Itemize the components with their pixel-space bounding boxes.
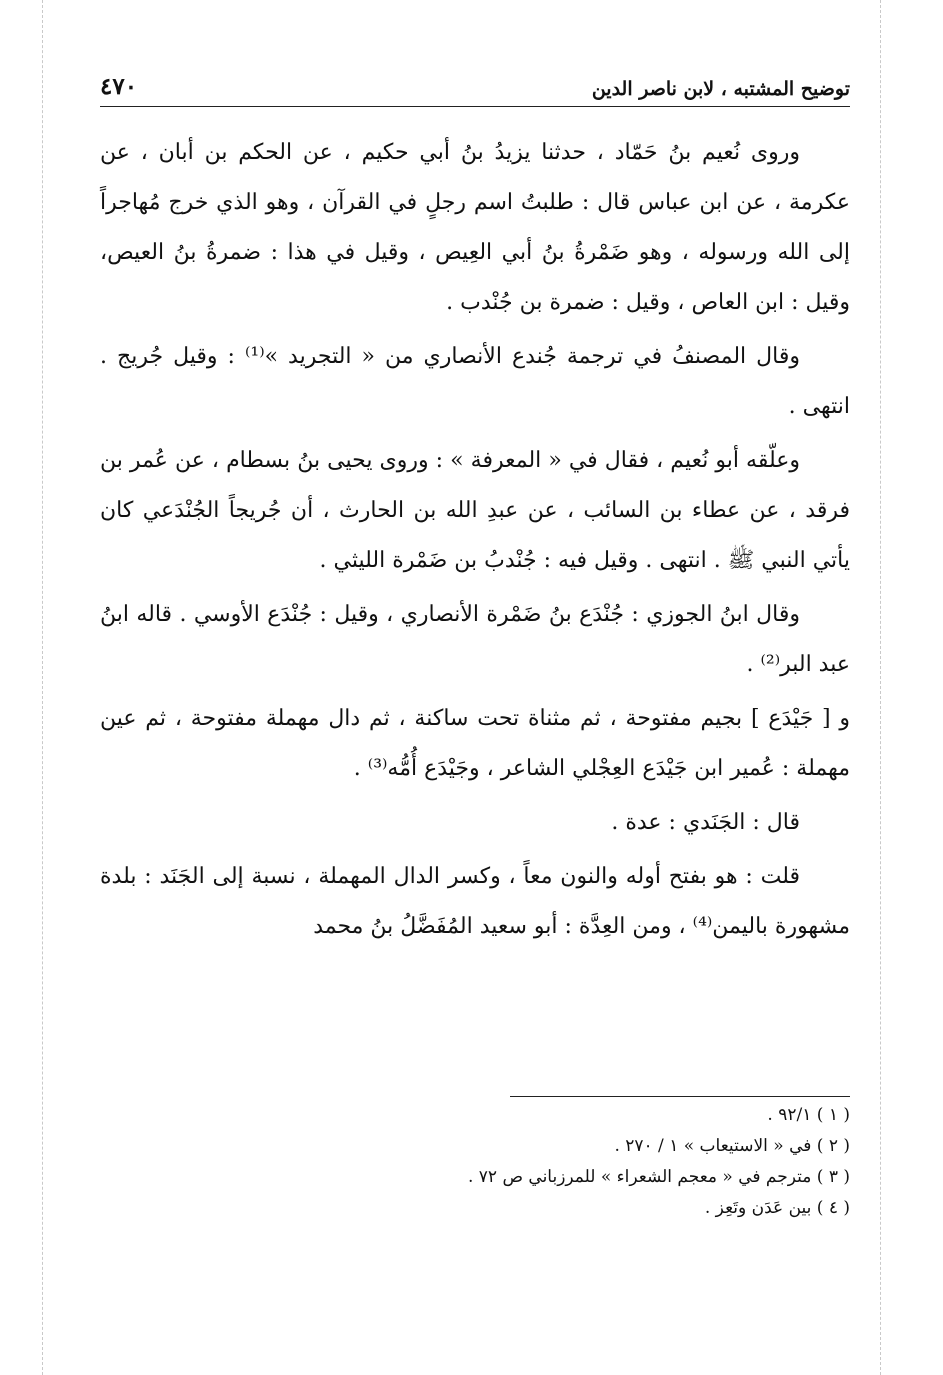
- paragraph: وعلّقه أبو نُعيم ، فقال في « المعرفة » : وروى يحيى بنُ بسطام ، عن عُمر بن فرقد ، عن عطاء بن السائب ، عن عبدِ الله بن الحارث ، أن جُريجاً الجُنْدَعي كان يأتي النبي ﷺ . انتهى . وقيل فيه : جُنْدبُ بن ضَمْرة الليثي .: [100, 448, 850, 573]
- page-number: ٤٧٠: [100, 73, 138, 100]
- paragraph: وقال المصنفُ في ترجمة جُندع الأنصاري من « التجريد »⁽¹⁾ : وقيل جُريج . انتهى .: [100, 344, 850, 419]
- page-header: [100, 60, 850, 107]
- footnote: ( ٣ ) مترجم في « معجم الشعراء » للمرزباني ص ٧٢ .: [467, 1167, 850, 1187]
- footnote-separator: [510, 1096, 850, 1097]
- main-text: [100, 128, 850, 956]
- paragraph: وروى نُعيم بنُ حَمّاد ، حدثنا يزيدُ بنُ أبي حكيم ، عن الحكم بن أبان ، عن عكرمة ، عن ابن عباس قال : طلبتُ اسم رجلٍ في القرآن ، وهو الذي خرج مُهاجراً إلى الله ورسوله ، وهو ضَمْرةُ بنُ أبي العِيص ، وقيل في هذا : ضمرةُ بنُ العيص، وقيل : ابن العاص ، وقيل : ضمرة بن جُنْدب .: [100, 140, 850, 315]
- paragraph: وقال ابنُ الجوزي : جُنْدَع بنُ ضَمْرة الأنصاري ، وقيل : جُنْدَع الأوسي . قاله ابنُ عبد البر⁽²⁾ .: [100, 602, 850, 677]
- footnote: ( ٢ ) في « الاستيعاب » ١ / ٢٧٠ .: [614, 1136, 850, 1156]
- paragraph: قلت : هو بفتح أوله والنون معاً ، وكسر الدال المهملة ، نسبة إلى الجَنَد : بلدة مشهورة باليمن⁽⁴⁾ ، ومن العِدَّة : أبو سعيد المُفَضَّلُ بنُ محمد: [100, 864, 850, 939]
- paragraph: و [ جَيْدَع ] بجيم مفتوحة ، ثم مثناة تحت ساكنة ، ثم دال مهملة مفتوحة ، ثم عين مهملة : عُمير ابن جَيْدَع العِجْلي الشاعر ، وجَيْدَع أُمُّه⁽³⁾ .: [100, 706, 850, 781]
- footnote: ( ٤ ) بين عَدَن وتَعِز .: [704, 1198, 850, 1218]
- running-title: توضيح المشتبه ، لابن ناصر الدين: [591, 78, 850, 100]
- footnote: ( ١ ) ٩٢/١ .: [767, 1105, 850, 1125]
- page-edge-guide: [880, 0, 881, 1375]
- footnotes: [100, 1100, 850, 1224]
- page-edge-guide: [42, 0, 43, 1375]
- paragraph: قال : الجَنَدي : عدة .: [611, 810, 800, 835]
